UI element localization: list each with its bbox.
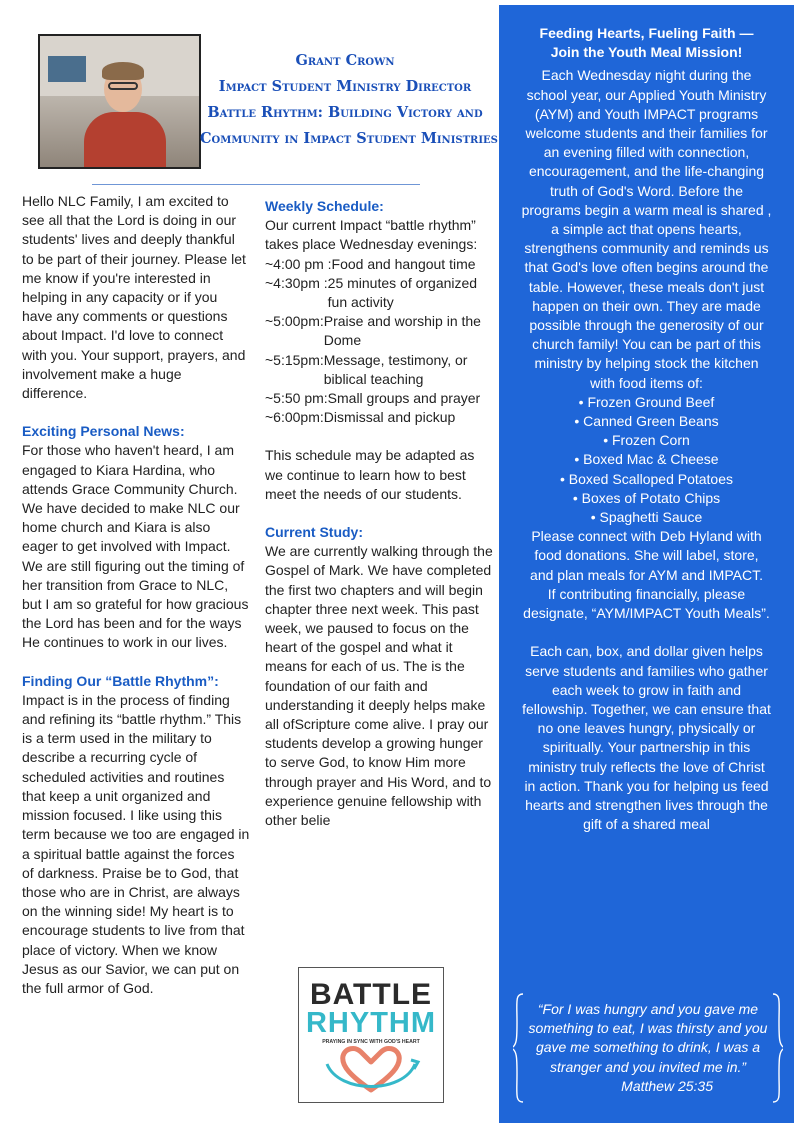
director-photo xyxy=(38,34,201,169)
study-paragraph: We are currently walking through the Gospel of Mark. We have completed the first two chapters and will begin chapter three next week. This past week, we paused to focus on the heart of the gospel and what it means for each of us. The is the foundation of our faith and understanding it deeply helps make all ofScripture come alive. I pray our students develop a growing hunger to serve God, to know Him more through prayer and His Word, and to experience genuine fellowship with other belie xyxy=(265,543,493,829)
schedule-item: ~4:30pm : 25 minutes of organized fun activity xyxy=(265,274,478,311)
food-item: • Boxed Scalloped Potatoes xyxy=(559,470,734,487)
sidebar-title xyxy=(499,24,794,62)
quote-reference: Matthew 25:35 xyxy=(621,1077,713,1094)
schedule-item: ~4:00 pm : Food and hangout time xyxy=(265,255,476,272)
schedule-item: ~5:50 pm: Small groups and prayer xyxy=(265,390,481,407)
schedule-item: ~5:00pm: Praise and worship in the Dome xyxy=(265,313,481,349)
header-divider xyxy=(92,184,420,185)
food-item: • Boxed Mac & Cheese xyxy=(574,451,719,468)
scripture-quote xyxy=(513,992,783,1104)
left-column xyxy=(22,192,250,998)
article-title-line1: Battle Rhythm: Building Victory and xyxy=(207,104,483,121)
schedule-item: ~5:15pm: Message, testimony, or biblical teaching xyxy=(265,351,468,387)
book-title-line1: BATTLE xyxy=(309,978,433,1011)
article-title-line2: Community in Impact Student Ministries xyxy=(200,130,498,147)
schedule-note: This schedule may be adapted as we continue to learn how to best meet the needs of our students. xyxy=(265,447,475,502)
food-item: • Frozen Ground Beef xyxy=(578,393,715,410)
food-item: • Spaghetti Sauce xyxy=(590,509,703,526)
food-items-list xyxy=(521,393,772,527)
rhythm-heading: Finding Our “Battle Rhythm”: xyxy=(22,672,219,689)
schedule-item: ~6:00pm: Dismissal and pickup xyxy=(265,409,456,426)
news-heading: Exciting Personal News: xyxy=(22,423,185,440)
youth-meal-sidebar xyxy=(499,5,794,1123)
study-heading: Current Study: xyxy=(265,524,363,541)
sidebar-closing: Each can, box, and dollar given helps serve students and families who gather each week to grow in faith and fellowship. Together, we can ensure that no one leaves hungry, physically or spiritually. Your partnership in this ministry truly reflects the love of Christ in action. Thank you for helping us feed hearts and strengthen lives through the gift of a shared meal xyxy=(522,643,771,833)
book-subtitle: PRAYING IN SYNC WITH GOD'S HEART xyxy=(322,1039,420,1045)
article-header xyxy=(200,48,498,152)
quote-text: “For I was hungry and you gave me something to eat, I was thirsty and you gave me something to drink, I was a stranger and you invited me in.” xyxy=(528,1001,768,1075)
intro-paragraph: Hello NLC Family, I am excited to see all that the Lord is doing in our students' lives and deeply thankful to be part of their journey. Please let me know if you're interested in helping in any capacity or if you have any comments or questions about Impact. I'd love to connect with you. Your support, prayers, and involvement make a huge difference. xyxy=(22,193,246,402)
book-title-line2: RHYTHM xyxy=(305,1007,437,1039)
rhythm-paragraph: Impact is in the process of finding and refining its “battle rhythm.” This is a term used in the military to describe a recurring cycle of scheduled activities and routines that keep a unit organized and mission focused. I like using this term because we too are engaged in a spiritual battle against the forces of darkness. Praise be to God, that those who are in Christ, are always on the winning side! My heart is to encourage students to live from that place of victory. When we know Jesus as our Savior, we can put on the full armor of God. xyxy=(22,691,250,996)
arrow-icon xyxy=(327,1064,415,1087)
sidebar-title-line2: Join the Youth Meal Mission! xyxy=(550,44,743,61)
schedule-list xyxy=(265,255,493,428)
sidebar-financial: If contributing financially, please designate, “AYM/IMPACT Youth Meals”. xyxy=(523,585,770,622)
schedule-heading: Weekly Schedule: xyxy=(265,198,384,214)
sidebar-intro: Each Wednesday night during the school year, our Applied Youth Ministry (AYM) and Youth IMPACT programs welcome students and their families for an evening filled with connection, encouragement, and the life-changing truth of God's Word. Before the programs begin a warm meal is shared , a simple act that opens hearts, strengthens community and reminds us that God's love often begins around the table. However, these meals don't just happen on their own. They are made possible through the generosity of our church family! You can be part of this ministry by helping stock the kitchen with food items of: xyxy=(521,67,772,391)
news-paragraph: For those who haven't heard, I am engaged to Kiara Hardina, who attends Grace Community Church. We have decided to make NLC our home church and Kiara is also eager to get involved with Impact. We are still figuring out the timing of her transition from Grace to NLC, but I am so grateful for how gracious the Lord has been and for the ways He continues to work in our lives. xyxy=(22,442,249,651)
book-cover-image xyxy=(298,967,444,1103)
sidebar-title-line1: Feeding Hearts, Fueling Faith — xyxy=(539,25,754,41)
middle-column xyxy=(265,197,493,830)
food-item: • Frozen Corn xyxy=(603,432,690,449)
food-item: • Boxes of Potato Chips xyxy=(572,489,721,506)
author-name: Grant Crown xyxy=(295,52,395,69)
sidebar-connect: Please connect with Deb Hyland with food donations. She will label, store, and plan meals for AYM and IMPACT. xyxy=(530,528,763,583)
author-role: Impact Student Ministry Director xyxy=(218,78,472,95)
schedule-intro: Our current Impact “battle rhythm” takes place Wednesday evenings: xyxy=(265,217,478,253)
food-item: • Canned Green Beans xyxy=(574,413,719,430)
